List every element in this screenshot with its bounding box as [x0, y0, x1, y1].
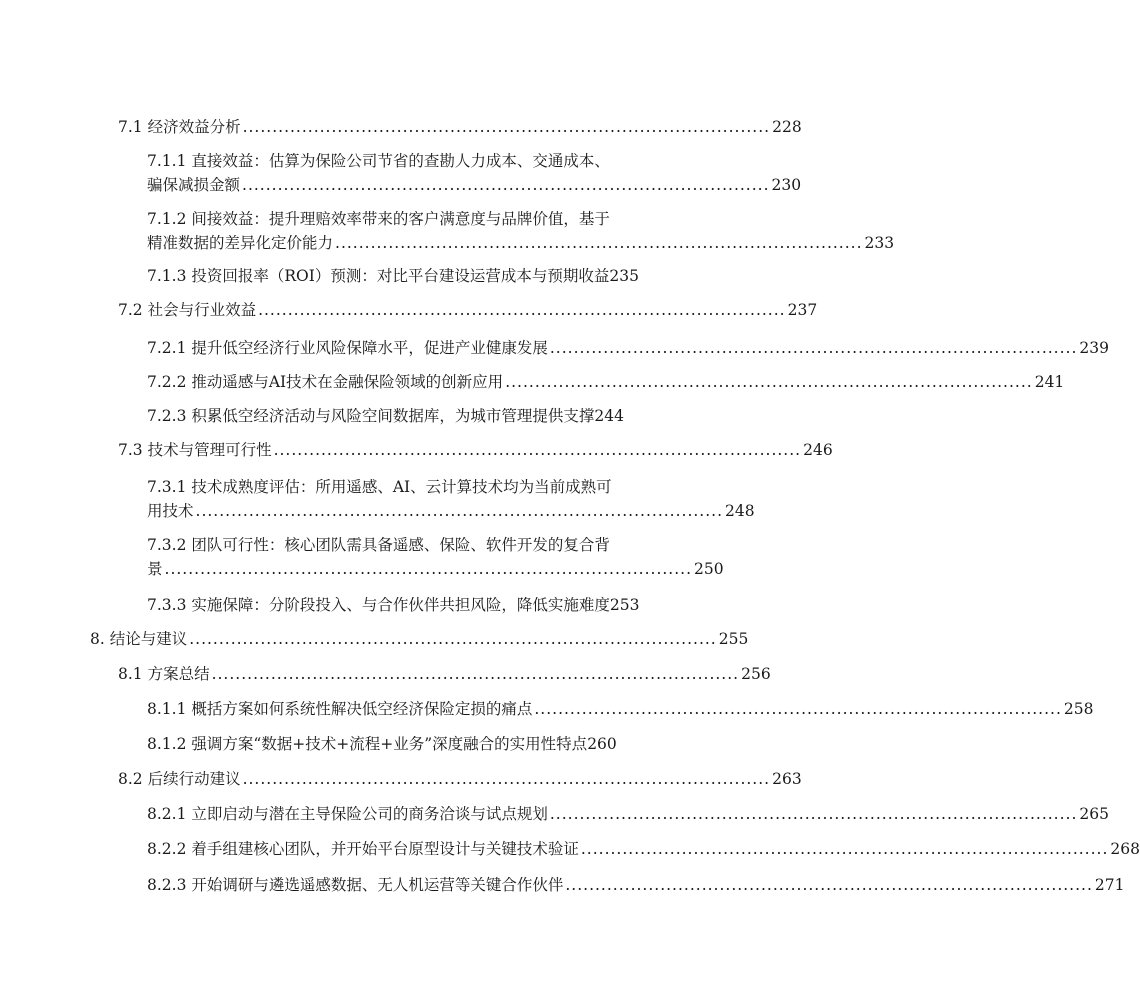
toc-entry-7-1-2-line2[interactable] [147, 230, 895, 256]
toc-entry-page: 237 [787, 301, 818, 319]
leader-dots: ......................................................................................... [534, 700, 1062, 718]
toc-entry-page: 265 [1079, 805, 1109, 823]
toc-entry-7-1-2-line1[interactable] [147, 206, 678, 232]
toc-entry-7-3-1-line2[interactable] [147, 498, 755, 524]
leader-dots: ......................................................................................... [242, 770, 771, 788]
toc-entry-7-3[interactable] [118, 437, 833, 463]
toc-entry-page: 271 [1094, 876, 1125, 894]
leader-dots: ......................................................................................... [505, 373, 1033, 391]
toc-entry-8-2[interactable] [118, 766, 802, 792]
toc-entry-7-3-2-line2[interactable] [147, 556, 724, 582]
toc-entry-title: 7.2 社会与行业效益 [118, 301, 257, 319]
toc-entry-page: 256 [741, 665, 771, 683]
leader-dots: ......................................................................................... [164, 560, 693, 578]
toc-entry-title: 8. 结论与建议 [90, 630, 188, 648]
toc-entry-page: 260 [587, 735, 617, 753]
toc-entry-page: 241 [1034, 373, 1065, 391]
toc-entry-8[interactable] [90, 626, 749, 652]
toc-entry-7-2-2[interactable] [147, 369, 1065, 395]
toc-entry-title: 8.2 后续行动建议 [118, 770, 241, 788]
toc-entry-title: 7.1.2 间接效益：提升理赔效率带来的客户满意度与品牌价值，基于 [147, 210, 610, 228]
toc-entry-title: 8.2.3 开始调研与遴选遥感数据、无人机运营等关键合作伙伴 [147, 876, 564, 894]
toc-entry-7-3-3[interactable] [147, 592, 707, 618]
toc-entry-title-cont: 精准数据的差异化定价能力 [147, 234, 334, 252]
toc-entry-8-1[interactable] [118, 661, 771, 687]
leader-dots: ......................................................................................... [189, 630, 717, 648]
toc-entry-title: 8.2.1 立即启动与潜在主导保险公司的商务洽谈与试点规划 [147, 805, 548, 823]
leader-dots: ......................................................................................... [549, 339, 1078, 357]
toc-entry-title: 8.1 方案总结 [118, 665, 210, 683]
toc-entry-page: 250 [694, 560, 724, 578]
toc-entry-7-3-1-line1[interactable] [147, 474, 678, 500]
toc-entry-7-3-2-line1[interactable] [147, 532, 678, 558]
toc-entry-title: 8.2.2 着手组建核心团队，并开始平台原型设计与关键技术验证 [147, 840, 579, 858]
toc-entry-title: 7.2.1 提升低空经济行业风险保障水平，促进产业健康发展 [147, 339, 548, 357]
toc-entry-title-cont: 景 [147, 560, 163, 578]
toc-entry-title: 7.1 经济效益分析 [118, 118, 241, 136]
toc-entry-7-2[interactable] [118, 297, 818, 323]
toc-entry-7-2-3[interactable] [147, 403, 707, 429]
toc-entry-page: 230 [771, 176, 802, 194]
leader-dots: ......................................................................................... [580, 840, 1109, 858]
toc-entry-7-1-1-line1[interactable] [147, 148, 678, 174]
toc-entry-page: 253 [609, 596, 640, 614]
toc-entry-page: 233 [864, 234, 895, 252]
leader-dots: ......................................................................................... [242, 176, 770, 194]
leader-dots: ......................................................................................... [195, 502, 724, 520]
toc-entry-7-1-3[interactable] [147, 263, 707, 289]
toc-entry-title: 7.3 技术与管理可行性 [118, 441, 272, 459]
toc-entry-page: 235 [609, 267, 639, 285]
toc-entry-page: 239 [1079, 339, 1109, 357]
toc-entry-8-2-3[interactable] [147, 872, 1125, 898]
toc-entry-title: 7.1.1 直接效益：估算为保险公司节省的查勘人力成本、交通成本、 [147, 152, 610, 170]
toc-entry-page: 263 [772, 770, 802, 788]
toc-entry-8-1-1[interactable] [147, 696, 1094, 722]
toc-entry-7-1[interactable] [118, 114, 802, 140]
leader-dots: ......................................................................................... [258, 301, 786, 319]
toc-entry-title: 7.2.3 积累低空经济活动与风险空间数据库，为城市管理提供支撑 [147, 407, 595, 425]
leader-dots: ......................................................................................... [565, 876, 1093, 894]
toc-entry-title: 7.3.3 实施保障：分阶段投入、与合作伙伴共担风险，降低实施难度 [147, 596, 610, 614]
toc-entry-8-2-2[interactable] [147, 836, 1140, 862]
toc-entry-title: 8.1.2 强调方案“数据+技术+流程+业务”深度融合的实用性特点 [147, 735, 588, 753]
toc-entry-7-1-1-line2[interactable] [147, 172, 802, 198]
toc-entry-page: 228 [772, 118, 802, 136]
leader-dots: ......................................................................................... [273, 441, 802, 459]
leader-dots: ......................................................................................... [335, 234, 863, 252]
toc-entry-title: 7.1.3 投资回报率（ROI）预测：对比平台建设运营成本与预期收益 [147, 267, 610, 285]
toc-entry-title: 8.1.1 概括方案如何系统性解决低空经济保险定损的痛点 [147, 700, 533, 718]
leader-dots: ......................................................................................... [242, 118, 771, 136]
leader-dots: ......................................................................................... [549, 805, 1078, 823]
toc-entry-title: 7.3.1 技术成熟度评估：所用遥感、AI、云计算技术均为当前成熟可 [147, 478, 612, 496]
toc-entry-page: 244 [594, 407, 624, 425]
toc-entry-8-2-1[interactable] [147, 801, 1109, 827]
toc-entry-page: 258 [1063, 700, 1094, 718]
leader-dots: ......................................................................................... [211, 665, 740, 683]
toc-entry-8-1-2[interactable] [147, 731, 678, 757]
toc-entry-title: 7.3.2 团队可行性：核心团队需具备遥感、保险、软件开发的复合背 [147, 536, 610, 554]
toc-entry-title-cont: 用技术 [147, 502, 194, 520]
toc-entry-page: 255 [718, 630, 749, 648]
toc-entry-page: 246 [803, 441, 833, 459]
toc-entry-7-2-1[interactable] [147, 335, 1109, 361]
toc-entry-title-cont: 骗保减损金额 [147, 176, 241, 194]
toc-entry-page: 268 [1110, 840, 1140, 858]
toc-entry-title: 7.2.2 推动遥感与AI技术在金融保险领域的创新应用 [147, 373, 504, 391]
toc-entry-page: 248 [725, 502, 755, 520]
